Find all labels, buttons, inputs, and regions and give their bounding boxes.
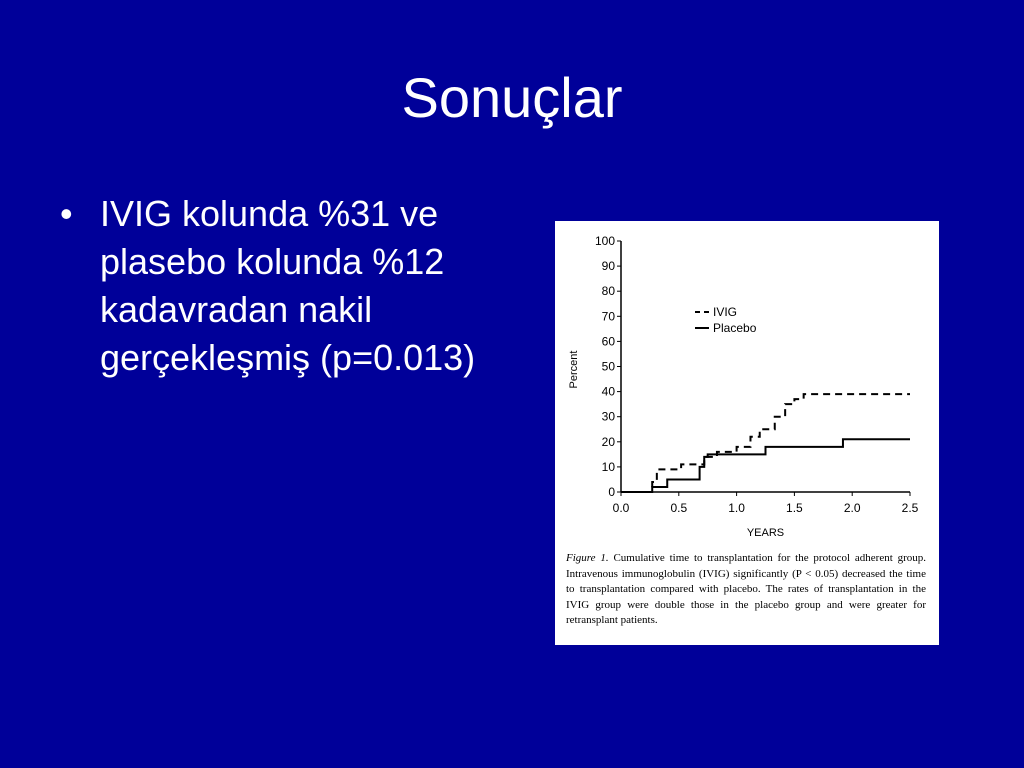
- caption-label: Figure 1.: [566, 552, 609, 564]
- slide-title: Sonuçlar: [401, 66, 623, 129]
- legend-label-ivig: IVIG: [713, 305, 738, 319]
- y-tick-label: 0: [608, 485, 615, 499]
- y-tick-label: 40: [601, 384, 615, 399]
- y-tick-label: 30: [601, 409, 615, 424]
- caption-text: Cumulative time to transplantation for the protocol adherent group. Intravenous immunoglobulin (IVIG) significantly (P < 0.05) decreased the time to transplantation compared with placebo. The rates of transplantation in the IVIG group were double those in the placebo group and were greater for retransplant patients.: [566, 552, 927, 626]
- figure-caption: [566, 551, 926, 629]
- y-tick-label: 50: [601, 359, 615, 374]
- y-tick-label: 10: [601, 459, 615, 474]
- x-tick-label: 1.5: [786, 501, 803, 515]
- series-line-ivig: [621, 394, 910, 492]
- x-tick-label: 2.5: [901, 501, 919, 515]
- y-axis-label: Percent: [568, 350, 580, 389]
- y-tick-label: 20: [601, 434, 615, 449]
- x-tick-label: 0.5: [670, 501, 688, 515]
- x-tick-label: 0.0: [612, 501, 630, 515]
- bullet-text: IVIG kolunda %31 ve plasebo kolunda %12 kadavradan nakil gerçekleşmiş (p=0.013): [100, 193, 476, 378]
- figure-panel: [555, 221, 939, 645]
- kaplan-meier-chart: [555, 221, 939, 551]
- y-tick-label: 80: [601, 284, 615, 299]
- bullet-icon: •: [60, 193, 73, 234]
- x-axis-label: YEARS: [746, 527, 785, 539]
- bullet-list: [60, 190, 510, 382]
- y-tick-label: 70: [601, 309, 615, 324]
- x-tick-label: 1.0: [728, 501, 745, 515]
- legend-label-placebo: Placebo: [713, 321, 757, 335]
- y-tick-label: 90: [601, 259, 615, 274]
- x-tick-label: 2.0: [843, 501, 861, 515]
- y-tick-label: 60: [601, 334, 615, 349]
- series-line-placebo: [621, 439, 910, 492]
- y-tick-label: 100: [594, 234, 615, 248]
- bullet-item: [60, 190, 510, 382]
